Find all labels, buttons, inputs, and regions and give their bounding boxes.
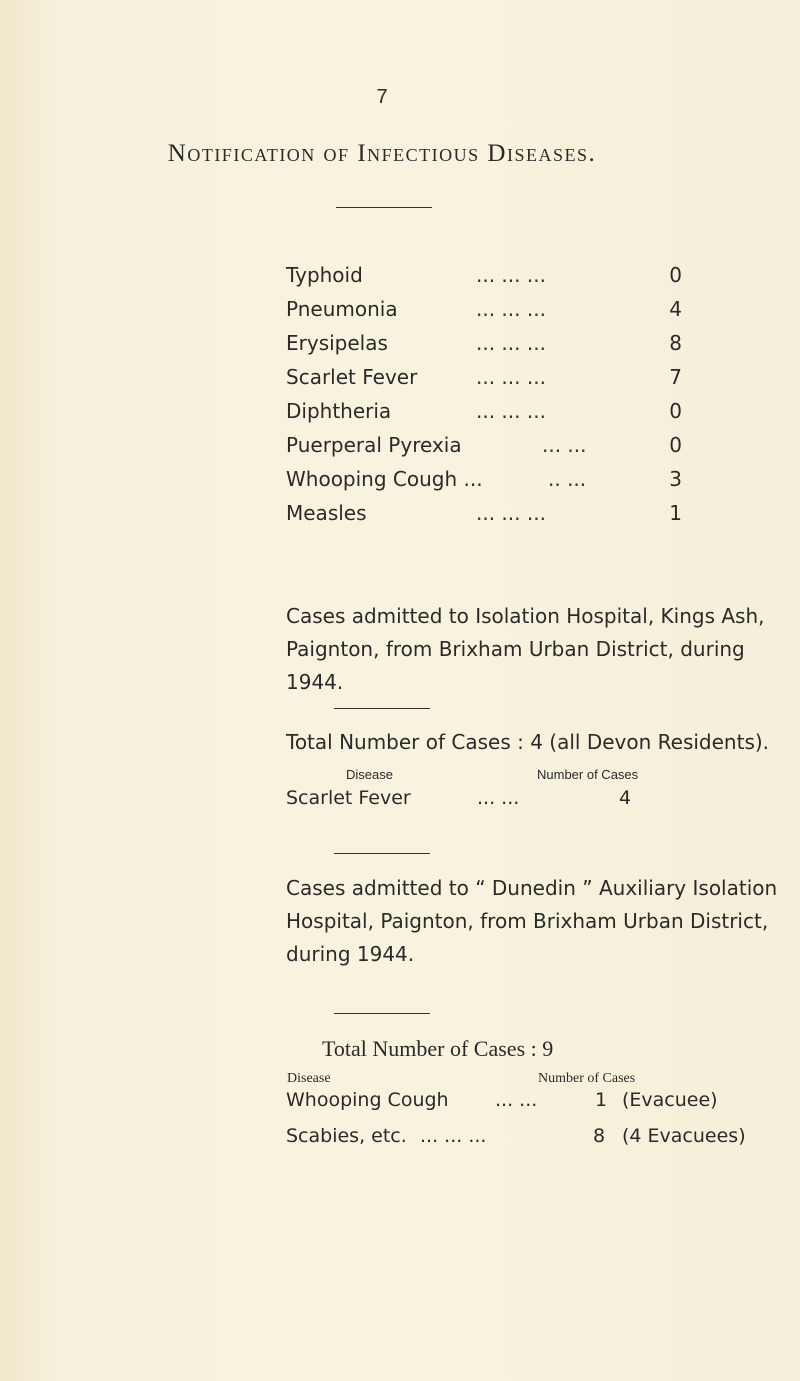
column-header-disease: Disease (287, 1071, 331, 1086)
disease-name: Pneumonia (286, 297, 398, 321)
dunedin-paragraph-line: during 1944. (286, 942, 415, 966)
list-item (286, 462, 682, 496)
table-row-disease: Scarlet Fever (286, 787, 411, 809)
list-item (286, 258, 682, 292)
column-header-cases: Number of Cases (537, 767, 639, 782)
dunedin-paragraph-line: Cases admitted to “ Dunedin ” Auxiliary Isolation (286, 876, 778, 900)
table-row-disease: Scabies, etc. (286, 1125, 407, 1147)
table-row-count: 1 (595, 1089, 608, 1111)
divider-rule (334, 1013, 430, 1014)
divider-rule (334, 708, 430, 709)
table-row-count: 8 (593, 1125, 606, 1147)
column-header-cases: Number of Cases (538, 1071, 636, 1086)
table-row-note: (4 Evacuees) (622, 1125, 746, 1147)
disease-name: Typhoid (286, 263, 363, 287)
divider-rule (336, 207, 432, 208)
page-heading: Notification of Infectious Diseases. (167, 140, 597, 167)
case-count: 0 (669, 433, 682, 457)
list-item (286, 326, 682, 360)
dunedin-paragraph-line: Hospital, Paignton, from Brixham Urban District, (286, 909, 769, 933)
disease-name: Whooping Cough ... (286, 467, 483, 491)
disease-name: Measles (286, 501, 367, 525)
page-number: 7 (376, 86, 388, 108)
disease-name: Scarlet Fever (286, 365, 418, 389)
divider-rule (334, 853, 430, 854)
table-row-note: (Evacuee) (622, 1089, 718, 1111)
disease-name: Erysipelas (286, 331, 388, 355)
kings-ash-paragraph-line: Paignton, from Brixham Urban District, during 1944. (286, 637, 745, 694)
leader-dots: ... ... (495, 1089, 538, 1111)
dunedin-total: Total Number of Cases : 9 (322, 1036, 554, 1061)
leader-dots: .. ... (548, 467, 587, 491)
leader-dots: ... ... ... (476, 297, 546, 321)
leader-dots: ... ... ... (420, 1125, 487, 1147)
case-count: 4 (669, 297, 682, 321)
leader-dots: ... ... (477, 787, 520, 809)
disease-name: Puerperal Pyrexia (286, 433, 462, 457)
list-item (286, 360, 682, 394)
case-count: 8 (669, 331, 682, 355)
column-header-disease: Disease (346, 767, 393, 782)
list-item (286, 496, 682, 530)
notification-list (286, 258, 682, 530)
leader-dots: ... ... ... (476, 365, 546, 389)
table-row-count: 4 (619, 787, 632, 809)
leader-dots: ... ... ... (476, 331, 546, 355)
table-row-disease: Whooping Cough (286, 1089, 449, 1111)
case-count: 7 (669, 365, 682, 389)
leader-dots: ... ... (542, 433, 587, 457)
case-count: 0 (669, 263, 682, 287)
leader-dots: ... ... ... (476, 263, 546, 287)
list-item (286, 292, 682, 326)
kings-ash-paragraph-line: Cases admitted to Isolation Hospital, Kings Ash, (286, 604, 765, 628)
leader-dots: ... ... ... (476, 501, 546, 525)
case-count: 1 (669, 501, 682, 525)
list-item (286, 394, 682, 428)
disease-name: Diphtheria (286, 399, 392, 423)
leader-dots: ... ... ... (476, 399, 546, 423)
case-count: 0 (669, 399, 682, 423)
case-count: 3 (669, 467, 682, 491)
list-item (286, 428, 682, 462)
kings-ash-total: Total Number of Cases : 4 (all Devon Residents). (286, 730, 770, 754)
